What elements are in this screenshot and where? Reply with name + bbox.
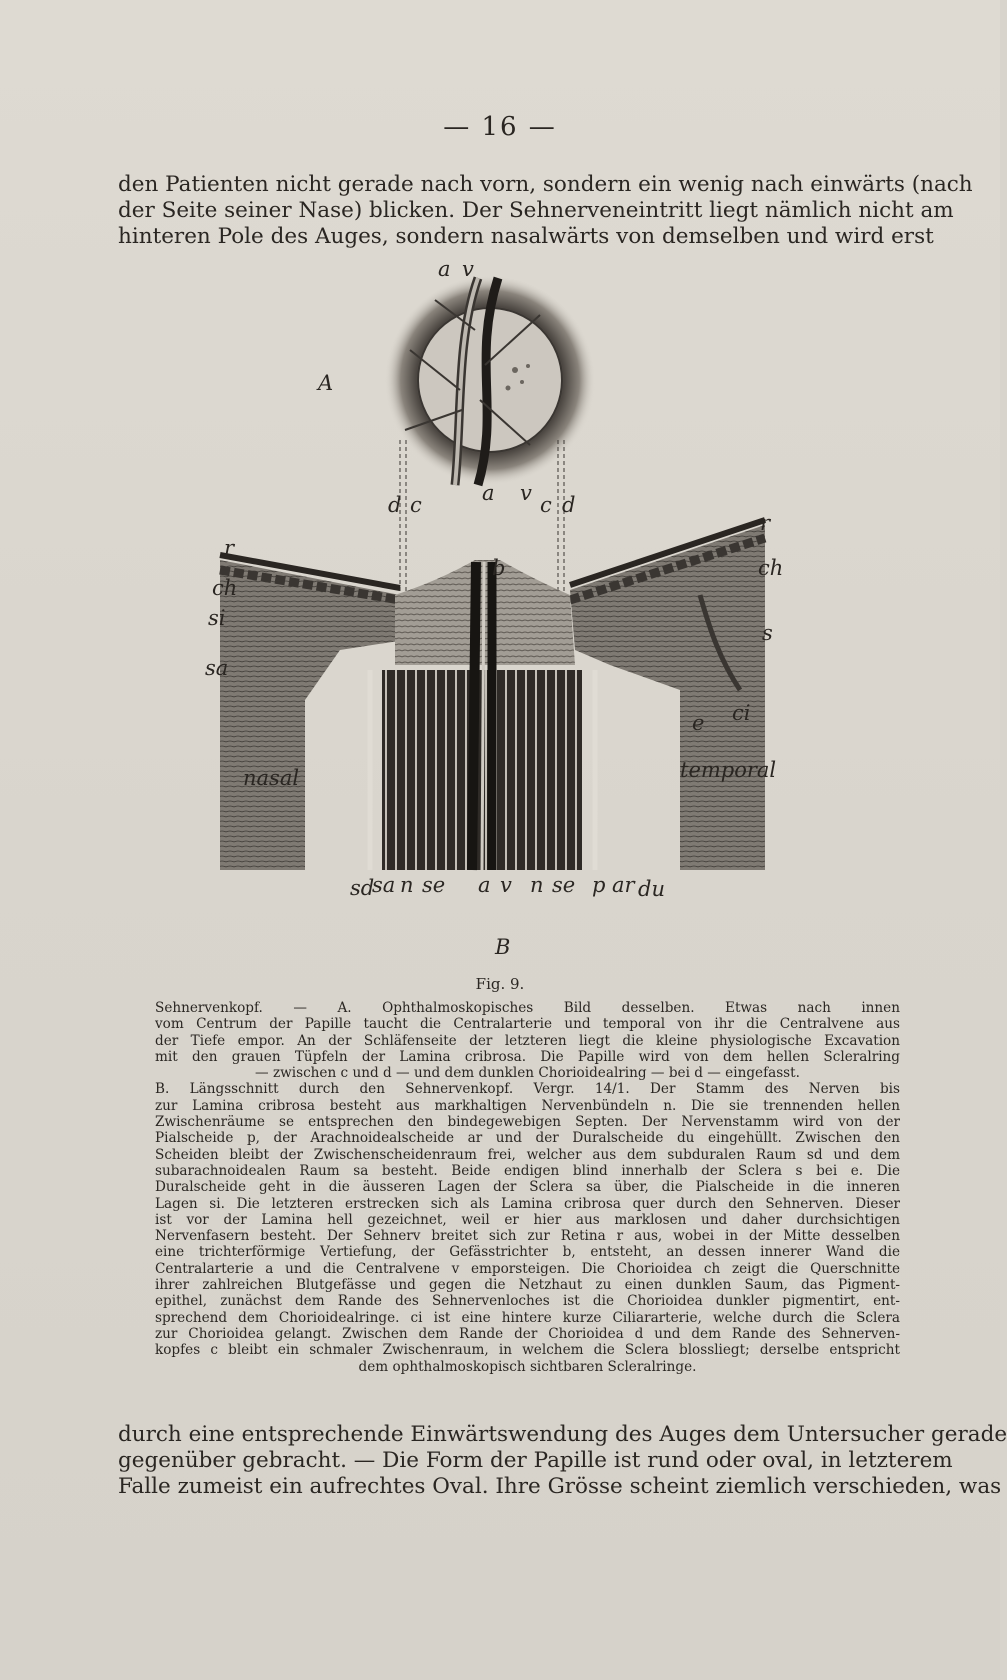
caption-line: eine trichterförmige Vertiefung, der Gefässtrichter b, entsteht, an dessen innerer Wand die: [155, 1244, 900, 1261]
label-v-top: v: [462, 257, 474, 281]
label-part-a: A: [318, 371, 334, 395]
caption-line: Sehnervenkopf. — A. Ophthalmoskopisches Bild desselben. Etwas nach innen: [155, 1000, 900, 1016]
label-c-right: c: [540, 493, 552, 517]
label-d-right: d: [562, 493, 576, 517]
caption-line: B. Längsschnitt durch den Sehnervenkopf. Vergr. 14/1. Der Stamm des Nerven bis: [155, 1081, 900, 1098]
text-line: hinteren Pole des Auges, sondern nasalwärts von demselben und wird erst: [118, 224, 934, 249]
text-line: der Seite seiner Nase) blicken. Der Sehnerveneintritt liegt nämlich nicht am: [118, 198, 954, 223]
caption-line: mit den grauen Tüpfeln der Lamina cribrosa. Die Papille wird von dem hellen Scleralring: [155, 1048, 900, 1065]
fundus-disc-a: [385, 275, 595, 485]
caption-line: Zwischenräume se entsprechen den bindegewebigen Septen. Der Nervenstamm wird von der: [155, 1114, 900, 1131]
page-number: — 16 —: [443, 112, 557, 142]
label-ch-right: ch: [758, 556, 784, 580]
caption-line: ist vor der Lamina hell gezeichnet, weil er hier aus marklosen und daher durchsichtigen: [155, 1211, 900, 1228]
label-s: s: [762, 621, 773, 645]
label-sa: sa: [205, 656, 229, 680]
text-line: Falle zumeist ein aufrechtes Oval. Ihre Grösse scheint ziemlich verschieden, was: [118, 1474, 1002, 1499]
caption-line: der Tiefe empor. An der Schläfenseite der letzteren liegt die kleine physiologische Excavation: [155, 1032, 900, 1049]
label-a-top: a: [438, 257, 451, 281]
text-line: durch eine entsprechende Einwärtswendung des Auges dem Untersucher gerade: [118, 1422, 1007, 1447]
label-se-left: se: [422, 873, 446, 897]
label-part-b: B: [495, 935, 511, 959]
label-d-left: d: [388, 493, 402, 517]
caption-line: Lagen si. Die letzteren erstrecken sich als Lamina cribrosa quer durch den Sehnerven. Dieser: [155, 1195, 900, 1212]
text-line: gegenüber gebracht. — Die Form der Papille ist rund oder oval, in letzterem: [118, 1448, 953, 1473]
caption-line: sprechend dem Chorioidealringe. ci ist eine hintere kurze Ciliararterie, welche durch die Sclera: [155, 1309, 900, 1326]
label-ar: ar: [612, 873, 635, 897]
label-a-bottom: a: [478, 873, 491, 897]
text-line: den Patienten nicht gerade nach vorn, sondern ein wenig nach einwärts (nach: [118, 172, 973, 197]
label-v-bottom: v: [500, 873, 512, 897]
caption-line: epithel, zunächst dem Rande des Sehnervenloches ist die Chorioidea dunkler pigmentirt, ent-: [155, 1293, 900, 1310]
label-b: b: [492, 556, 506, 580]
label-a-mid: a: [482, 481, 495, 505]
caption-line: zur Lamina cribrosa besteht aus markhaltigen Nervenbündeln n. Die sie trennenden hellen: [155, 1097, 900, 1114]
bottom-paragraph: [118, 1422, 1007, 1500]
label-c-left: c: [410, 493, 422, 517]
label-ch-left: ch: [212, 576, 238, 600]
label-temporal: temporal: [680, 758, 777, 782]
label-e: e: [692, 711, 705, 735]
caption-line: Nervenfasern besteht. Der Sehnerv breitet sich zur Retina r aus, wobei in der Mitte desselben: [155, 1228, 900, 1245]
caption-line: subarachnoidealen Raum sa besteht. Beide endigen blind innerhalb der Sclera s bei e. Die: [155, 1162, 900, 1179]
label-r-left: r: [224, 536, 235, 560]
label-n-left: n: [400, 873, 414, 897]
label-p: p: [592, 873, 606, 897]
caption-line: — zwischen c und d — und dem dunklen Chorioidealring — bei d — eingefasst.: [255, 1065, 800, 1082]
caption-line: ihrer zahlreichen Blutgefässe und gegen die Netzhaut zu einen dunklen Saum, das Pigment-: [155, 1277, 900, 1294]
caption-line: kopfes c bleibt ein schmaler Zwischenraum, in welchem die Sclera blossliegt; derselbe entspricht: [155, 1342, 900, 1359]
figure-caption: [155, 1000, 900, 1375]
label-du: du: [638, 877, 665, 901]
label-nasal: nasal: [243, 766, 300, 790]
label-r-right: r: [760, 511, 771, 535]
caption-line: zur Chorioidea gelangt. Zwischen dem Rande der Chorioidea d und dem Rande des Sehnerven-: [155, 1325, 900, 1342]
label-v-mid: v: [520, 481, 532, 505]
caption-line: Duralscheide geht in die äusseren Lagen der Sclera sa über, die Pialscheide in die inneren: [155, 1179, 900, 1196]
label-si: si: [208, 606, 226, 630]
caption-line: Pialscheide p, der Arachnoidealscheide ar und der Duralscheide du eingehüllt. Zwischen den: [155, 1130, 900, 1147]
caption-line: Centralarterie a und die Centralvene v emporsteigen. Die Chorioidea ch zeigt die Querschnitte: [155, 1260, 900, 1277]
top-paragraph: [118, 172, 973, 250]
label-sd: sd: [350, 876, 375, 900]
figure-number: Fig. 9.: [475, 975, 525, 993]
label-n-right: n: [530, 873, 544, 897]
label-ci: ci: [732, 701, 751, 725]
label-sa-bottom: sa: [372, 873, 396, 897]
label-se-right: se: [552, 873, 576, 897]
caption-line: dem ophthalmoskopisch sichtbaren Scleralringe.: [358, 1358, 697, 1375]
caption-line: Scheiden bleibt der Zwischenscheidenraum frei, welcher aus dem subduralen Raum sd und dem: [155, 1146, 900, 1163]
optic-nerve-figure: [205, 257, 810, 960]
caption-line: vom Centrum der Papille taucht die Centralarterie und temporal von ihr die Centralvene aus: [155, 1016, 900, 1033]
